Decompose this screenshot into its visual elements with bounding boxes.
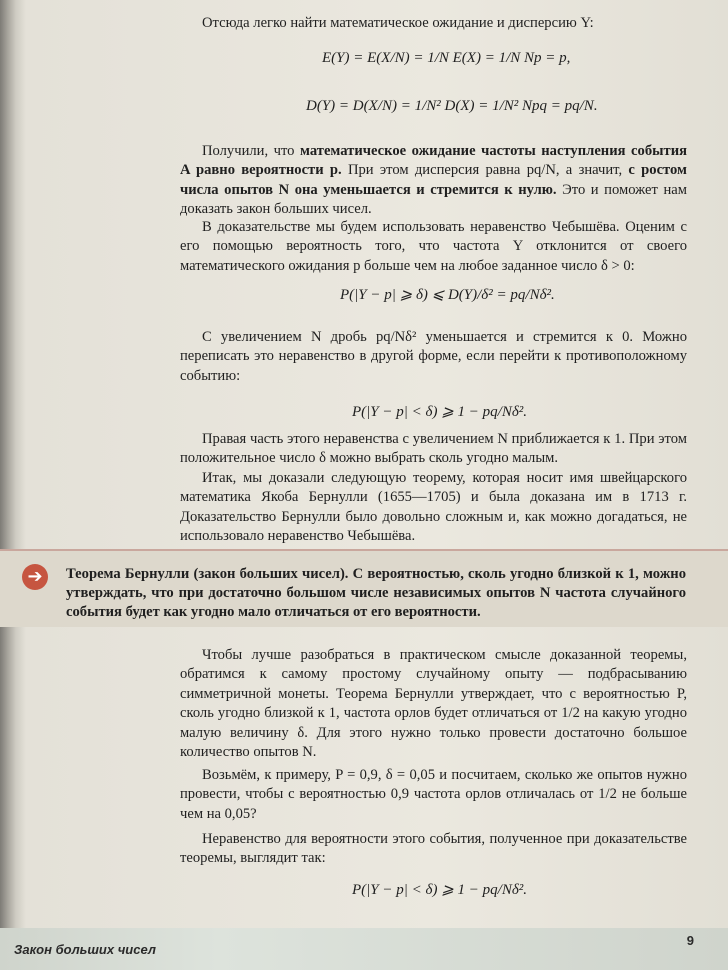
paragraph-right-side: Правая часть этого неравенства с увеличением N приближается к 1. При этом положительное число δ можно выбрать сколь угодно малым. [180,431,687,467]
formula-chebyshev: P(|Y − p| ⩾ δ) ⩽ D(Y)/δ² = pq/Nδ². [340,287,555,303]
paragraph-result [180,142,687,220]
paragraph-example: Возьмём, к примеру, P = 0,9, δ = 0,05 и посчитаем, сколько же опытов нужно провести, чтобы с вероятностью 0,9 частота орлов отличалась от 1/2 не больше чем на 0,05? [180,767,687,822]
paragraph-result-bold1: математическое ожидание частоты наступления события A равно вероятности p. [180,143,687,179]
theorem-text: Теорема Бернулли (закон больших чисел). С вероятностью, сколь угодно близкой к 1, можно утверждать, что при достаточно большом числе независимых опытов N частота случайного события будет как угодно мало отличаться от его вероятности. [66,566,686,620]
theorem-box [0,549,728,627]
formula-variance: D(Y) = D(X/N) = 1/N² D(X) = 1/N² Npq = pq/N. [306,98,598,114]
paragraph-chebyshev: В доказательстве мы будем использовать неравенство Чебышёва. Оценим с его помощью вероятность того, что частота Y отклонится от своего математического ожидания p больше чем на любое заданное число δ > 0: [180,219,687,274]
paragraph-result-part1: Получили, что [202,143,301,159]
paragraph-result-part2: При этом дисперсия равна pq/N, а значит, [341,162,629,179]
paragraph-coin: Чтобы лучше разобраться в практическом смысле доказанной теоремы, обратимся к самому простому случайному опыту — подбрасыванию симметричной монеты. Теорема Бернулли утверждает, что с вероятностью P, сколь угодно близкой к 1, частота орлов будет отличаться от 1/2 на какую угодно малую величину δ. Для этого нужно только провести достаточно большое количество опытов N. [180,647,687,761]
paragraph-bernoulli: Итак, мы доказали следующую теорему, которая носит имя швейцарского математика Якоба Бернулли (1655—1705) и была доказана им в 1713 г. Доказательство Бернулли было довольно сложным и, как можно догадаться, не использовало неравенство Чебышёва. [180,470,687,545]
formula-expectation: E(Y) = E(X/N) = 1/N E(X) = 1/N Np = p, [322,50,571,66]
footer-title: Закон больших чисел [14,942,156,957]
formula-final: P(|Y − p| < δ) ⩾ 1 − pq/Nδ². [352,882,528,898]
page-number: 9 [686,933,694,948]
paragraph-result-part3: Это и поможет нам доказать закон больших чисел. [180,181,687,218]
paragraph-result-bold2: с ростом числа опытов N она уменьшается и стремится к нулю. [180,162,687,198]
arrow-right-circle-icon: ➔ [22,564,48,590]
formula-opposite: P(|Y − p| < δ) ⩾ 1 − pq/Nδ². [352,404,528,420]
paragraph-fraction: С увеличением N дробь pq/Nδ² уменьшается и стремится к 0. Можно переписать это неравенство в другой форме, если перейти к противоположному событию: [180,329,687,384]
paragraph-inequality: Неравенство для вероятности этого события, полученное при доказательстве теоремы, выглядит так: [180,831,687,867]
paragraph-intro: Отсюда легко найти математическое ожидание и дисперсию Y: [202,15,594,31]
